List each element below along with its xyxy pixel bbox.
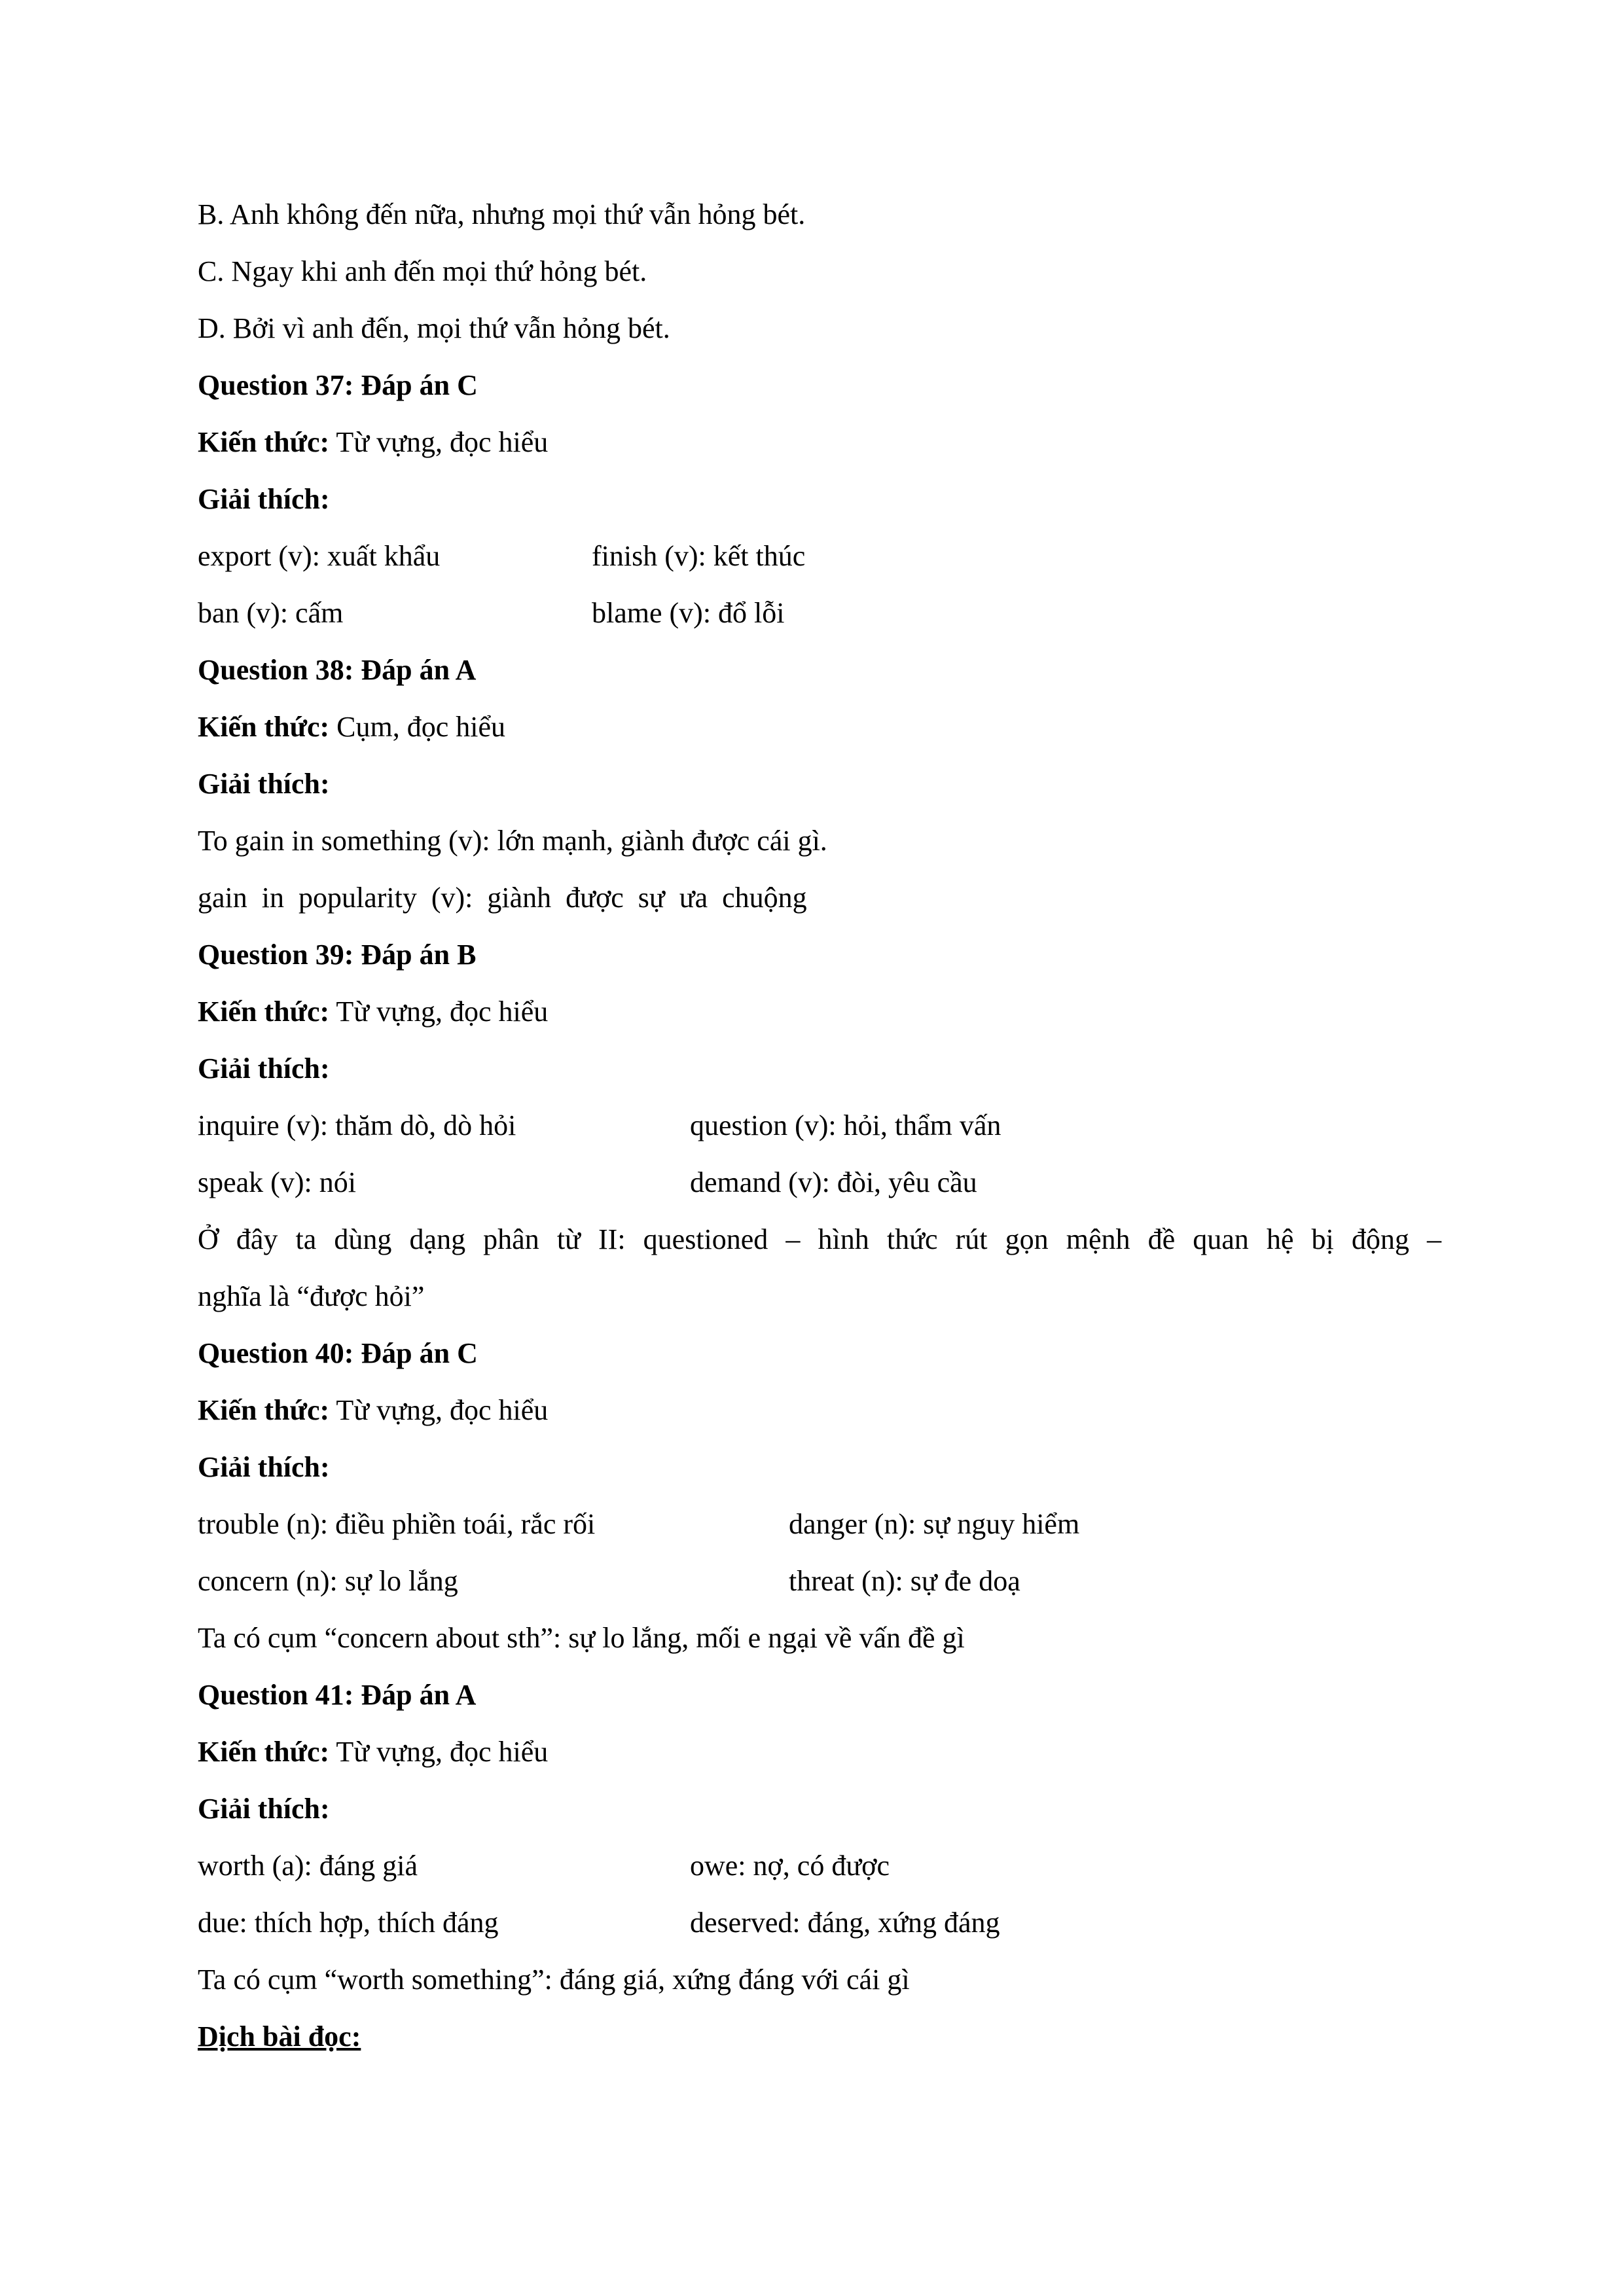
- vocab-row: [198, 1097, 1441, 1154]
- question-41-explain-label: Giải thích:: [198, 1793, 330, 1825]
- vocab-term: question (v): hỏi, thẩm vấn: [690, 1109, 1001, 1141]
- question-39-heading: Question 39: Đáp án B: [198, 939, 477, 971]
- question-39-explain-label: Giải thích:: [198, 1052, 330, 1085]
- vocab-term: danger (n): sự nguy hiểm: [789, 1508, 1080, 1540]
- answer-option-d: D. Bởi vì anh đến, mọi thứ vẫn hỏng bét.: [198, 312, 670, 344]
- translation-heading: Dịch bài đọc:: [198, 2020, 361, 2053]
- question-41-knowledge: [198, 1723, 1441, 1780]
- vocab-term: due: thích hợp, thích đáng: [198, 1907, 499, 1939]
- document-page: [198, 186, 1441, 2065]
- question-40-note: Ta có cụm “concern about sth”: sự lo lắng, mối e ngại về vấn đề gì: [198, 1622, 965, 1654]
- question-38-explain-line: gain in popularity (v): giành được sự ưa chuộng: [198, 882, 807, 914]
- question-38-explain-label: Giải thích:: [198, 768, 330, 800]
- question-39-note: Ở đây ta dùng dạng phân từ II: questioned – hình thức rút gọn mệnh đề quan hệ bị động –: [198, 1223, 1441, 1255]
- question-40-explain-label: Giải thích:: [198, 1451, 330, 1483]
- question-37-explain-label: Giải thích:: [198, 483, 330, 515]
- vocab-row: [198, 1837, 1441, 1894]
- answer-option-b: B. Anh không đến nữa, nhưng mọi thứ vẫn hỏng bét.: [198, 198, 806, 230]
- knowledge-label: Kiến thức:: [198, 1394, 330, 1426]
- question-38-knowledge: [198, 698, 1441, 755]
- question-41-note: Ta có cụm “worth something”: đáng giá, xứng đáng với cái gì: [198, 1964, 910, 1996]
- knowledge-label: Kiến thức:: [198, 426, 330, 458]
- question-38-explain-line: To gain in something (v): lớn mạnh, giành được cái gì.: [198, 825, 827, 857]
- vocab-term: blame (v): đổ lỗi: [592, 597, 785, 629]
- knowledge-label: Kiến thức:: [198, 1736, 330, 1768]
- vocab-term: deserved: đáng, xứng đáng: [690, 1907, 1000, 1939]
- knowledge-value: Từ vựng, đọc hiểu: [329, 1394, 549, 1426]
- vocab-term: concern (n): sự lo lắng: [198, 1565, 458, 1597]
- vocab-row: [198, 1496, 1441, 1552]
- vocab-term: ban (v): cấm: [198, 597, 344, 629]
- knowledge-value: Từ vựng, đọc hiểu: [329, 996, 549, 1028]
- vocab-term: inquire (v): thăm dò, dò hỏi: [198, 1109, 516, 1141]
- question-37-heading: Question 37: Đáp án C: [198, 369, 478, 401]
- question-39-note: nghĩa là “được hỏi”: [198, 1280, 425, 1312]
- vocab-term: export (v): xuất khẩu: [198, 540, 441, 572]
- vocab-term: trouble (n): điều phiền toái, rắc rối: [198, 1508, 596, 1540]
- vocab-term: finish (v): kết thúc: [592, 540, 806, 572]
- vocab-term: demand (v): đòi, yêu cầu: [690, 1166, 977, 1198]
- knowledge-label: Kiến thức:: [198, 996, 330, 1028]
- question-38-heading: Question 38: Đáp án A: [198, 654, 477, 686]
- knowledge-value: Cụm, đọc hiểu: [329, 711, 506, 743]
- knowledge-value: Từ vựng, đọc hiểu: [329, 426, 549, 458]
- vocab-row: [198, 584, 1441, 641]
- question-39-knowledge: [198, 983, 1441, 1040]
- vocab-row: [198, 1154, 1441, 1211]
- vocab-term: threat (n): sự đe doạ: [789, 1565, 1020, 1597]
- vocab-term: worth (a): đáng giá: [198, 1850, 418, 1882]
- vocab-row: [198, 1552, 1441, 1609]
- vocab-row: [198, 1894, 1441, 1951]
- vocab-row: [198, 528, 1441, 584]
- question-40-knowledge: [198, 1382, 1441, 1439]
- question-37-knowledge: [198, 414, 1441, 471]
- knowledge-value: Từ vựng, đọc hiểu: [329, 1736, 549, 1768]
- vocab-term: speak (v): nói: [198, 1166, 356, 1198]
- question-40-heading: Question 40: Đáp án C: [198, 1337, 478, 1369]
- knowledge-label: Kiến thức:: [198, 711, 330, 743]
- vocab-term: owe: nợ, có được: [690, 1850, 890, 1882]
- question-41-heading: Question 41: Đáp án A: [198, 1679, 477, 1711]
- answer-option-c: C. Ngay khi anh đến mọi thứ hỏng bét.: [198, 255, 647, 287]
